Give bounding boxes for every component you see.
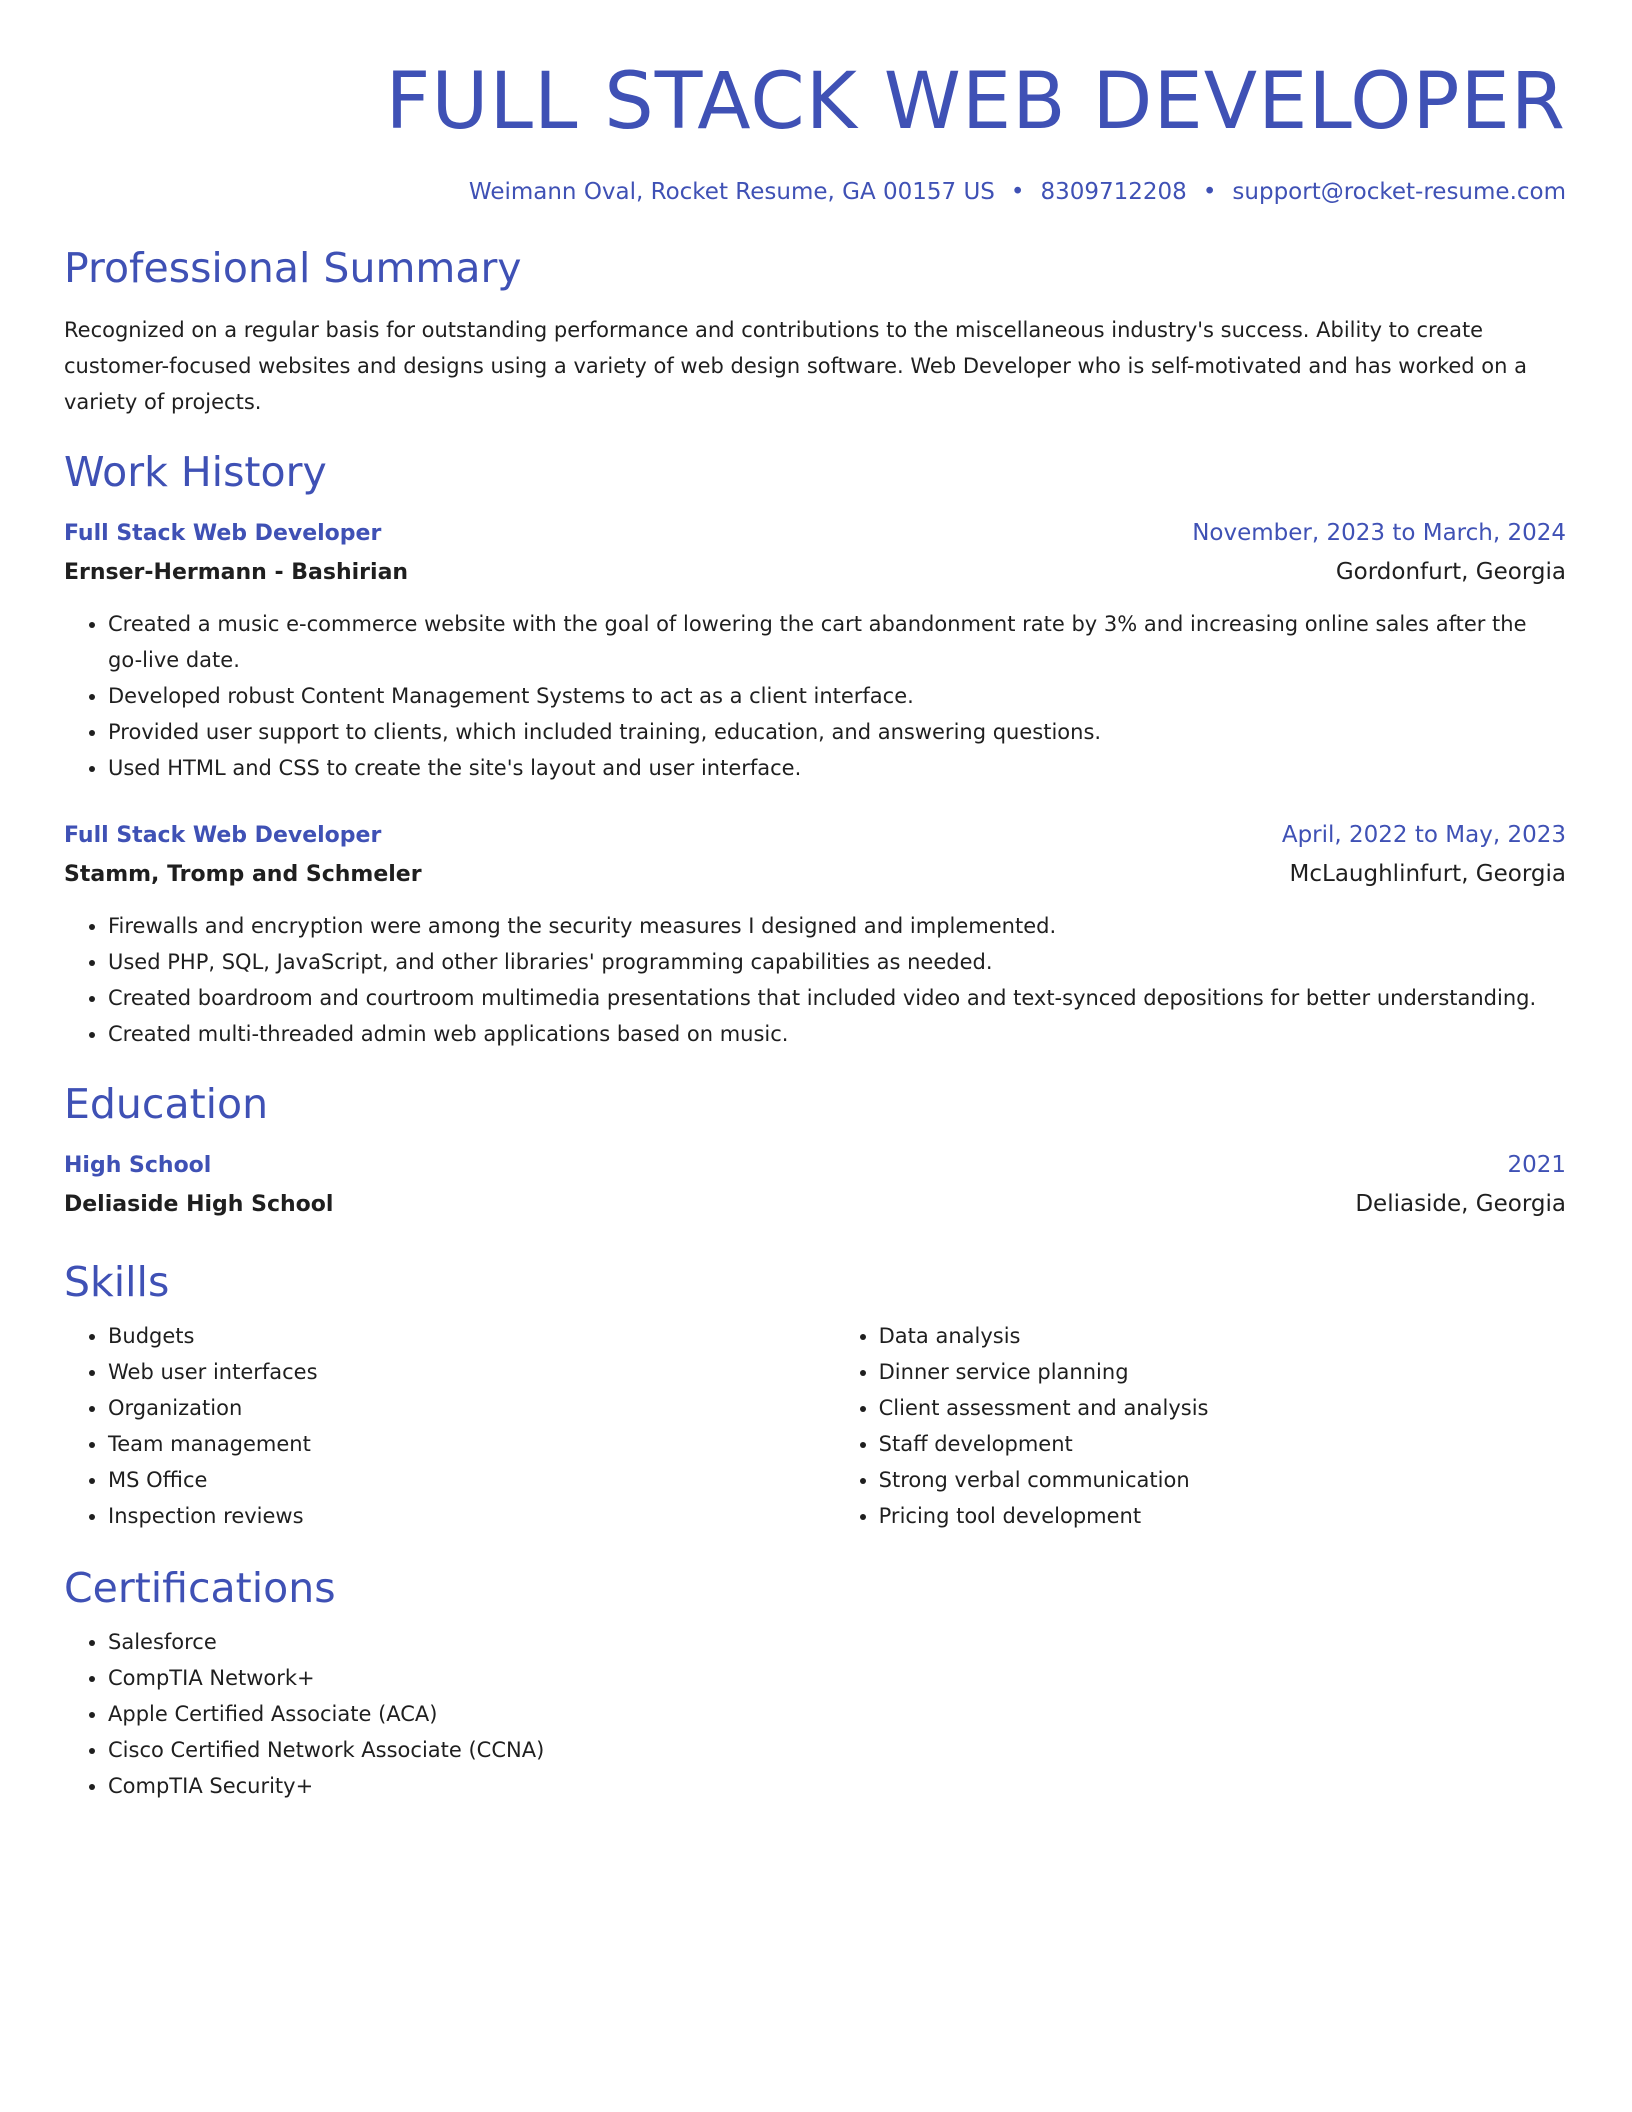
skill-item: • Client assessment and analysis: [879, 1390, 1566, 1426]
job-bullet: • Firewalls and encryption were among the security measures I designed and implemented.: [108, 908, 1566, 944]
skill-item: • MS Office: [108, 1462, 835, 1498]
work-history-heading: Work History: [64, 448, 327, 496]
skill-item: • Budgets: [108, 1318, 835, 1354]
skill-item: • Dinner service planning: [879, 1354, 1566, 1390]
certification-item: • CompTIA Network+: [108, 1660, 1566, 1696]
job-bullet: • Provided user support to clients, which included training, education, and answering questions.: [108, 714, 1566, 750]
contact-phone: 8309712208: [1040, 179, 1187, 205]
education-location: Deliaside, Georgia: [1355, 1191, 1566, 1217]
resume-title: FULL STACK WEB DEVELOPER: [385, 57, 1566, 147]
job-bullet: • Created a music e-commerce website with the goal of lowering the cart abandonment rate by 3% and increasing online sales after the go-live date.: [108, 606, 1566, 678]
education-heading: Education: [64, 1080, 269, 1128]
job-bullet: • Created boardroom and courtroom multimedia presentations that included video and text-synced depositions for better understanding.: [108, 980, 1566, 1016]
certifications-list: [64, 1624, 1566, 1804]
skill-item: • Organization: [108, 1390, 835, 1426]
education-year: 2021: [1507, 1152, 1566, 1178]
education-school: Deliaside High School: [64, 1192, 334, 1217]
work-history-section: [64, 446, 1566, 1052]
certifications-section: [64, 1562, 1566, 1804]
skill-item: • Staff development: [879, 1426, 1566, 1462]
job-role: Full Stack Web Developer: [64, 823, 382, 848]
resume-header: [64, 0, 1566, 208]
summary-heading: Professional Summary: [64, 244, 522, 292]
education-section: [64, 1078, 1566, 1224]
certification-item: • Cisco Certified Network Associate (CCNA): [108, 1732, 1566, 1768]
job-dates: April, 2022 to May, 2023: [1281, 822, 1566, 848]
job-bullet: • Used HTML and CSS to create the site's layout and user interface.: [108, 750, 1566, 786]
skills-columns: [64, 1318, 1566, 1534]
job-location: Gordonfurt, Georgia: [1335, 559, 1566, 585]
certification-item: • Salesforce: [108, 1624, 1566, 1660]
job-bullet: • Created multi-threaded admin web applications based on music.: [108, 1016, 1566, 1052]
education-header-row: [64, 1146, 1566, 1185]
job-entry: [64, 514, 1566, 786]
summary-text: Recognized on a regular basis for outstanding performance and contributions to the miscellaneous industry's success. Ability to create customer-focused websites and designs using a variety of web design software. Web Developer who is self-motivated and has worked on a variety of projects.: [64, 318, 1527, 414]
skill-item: • Strong verbal communication: [879, 1462, 1566, 1498]
skills-section: [64, 1256, 1566, 1534]
job-bullet: • Used PHP, SQL, JavaScript, and other libraries' programming capabilities as needed.: [108, 944, 1566, 980]
job-header-row: [64, 816, 1566, 855]
job-employer: Stamm, Tromp and Schmeler: [64, 862, 422, 887]
job-bullets: [64, 606, 1566, 786]
job-employer-row: [64, 553, 1566, 592]
skill-item: • Web user interfaces: [108, 1354, 835, 1390]
job-entry: [64, 816, 1566, 1052]
contact-email: support@rocket-resume.com: [1232, 179, 1566, 205]
summary-section: [64, 242, 1566, 420]
job-role: Full Stack Web Developer: [64, 521, 382, 546]
job-bullets: [64, 908, 1566, 1052]
education-entry: [64, 1146, 1566, 1224]
job-employer-row: [64, 855, 1566, 894]
job-employer: Ernser-Hermann - Bashirian: [64, 560, 409, 585]
skill-item: • Team management: [108, 1426, 835, 1462]
skill-item: • Pricing tool development: [879, 1498, 1566, 1534]
skills-list-left: [64, 1318, 835, 1534]
contact-separator: •: [1010, 179, 1025, 205]
skills-list-right: [835, 1318, 1566, 1534]
certifications-heading: Certifications: [64, 1564, 336, 1612]
resume-page: [64, 0, 1566, 1804]
contact-address: Weimann Oval, Rocket Resume, GA 00157 US: [468, 179, 995, 205]
contact-separator: •: [1202, 179, 1217, 205]
education-degree: High School: [64, 1153, 212, 1178]
skills-heading: Skills: [64, 1258, 170, 1306]
contact-line: [64, 176, 1566, 208]
job-bullet: • Developed robust Content Management Systems to act as a client interface.: [108, 678, 1566, 714]
certification-item: • CompTIA Security+: [108, 1768, 1566, 1804]
job-dates: November, 2023 to March, 2024: [1192, 520, 1566, 546]
job-location: McLaughlinfurt, Georgia: [1289, 861, 1566, 887]
skill-item: • Data analysis: [879, 1318, 1566, 1354]
skill-item: • Inspection reviews: [108, 1498, 835, 1534]
certification-item: • Apple Certified Associate (ACA): [108, 1696, 1566, 1732]
education-school-row: [64, 1185, 1566, 1224]
job-header-row: [64, 514, 1566, 553]
